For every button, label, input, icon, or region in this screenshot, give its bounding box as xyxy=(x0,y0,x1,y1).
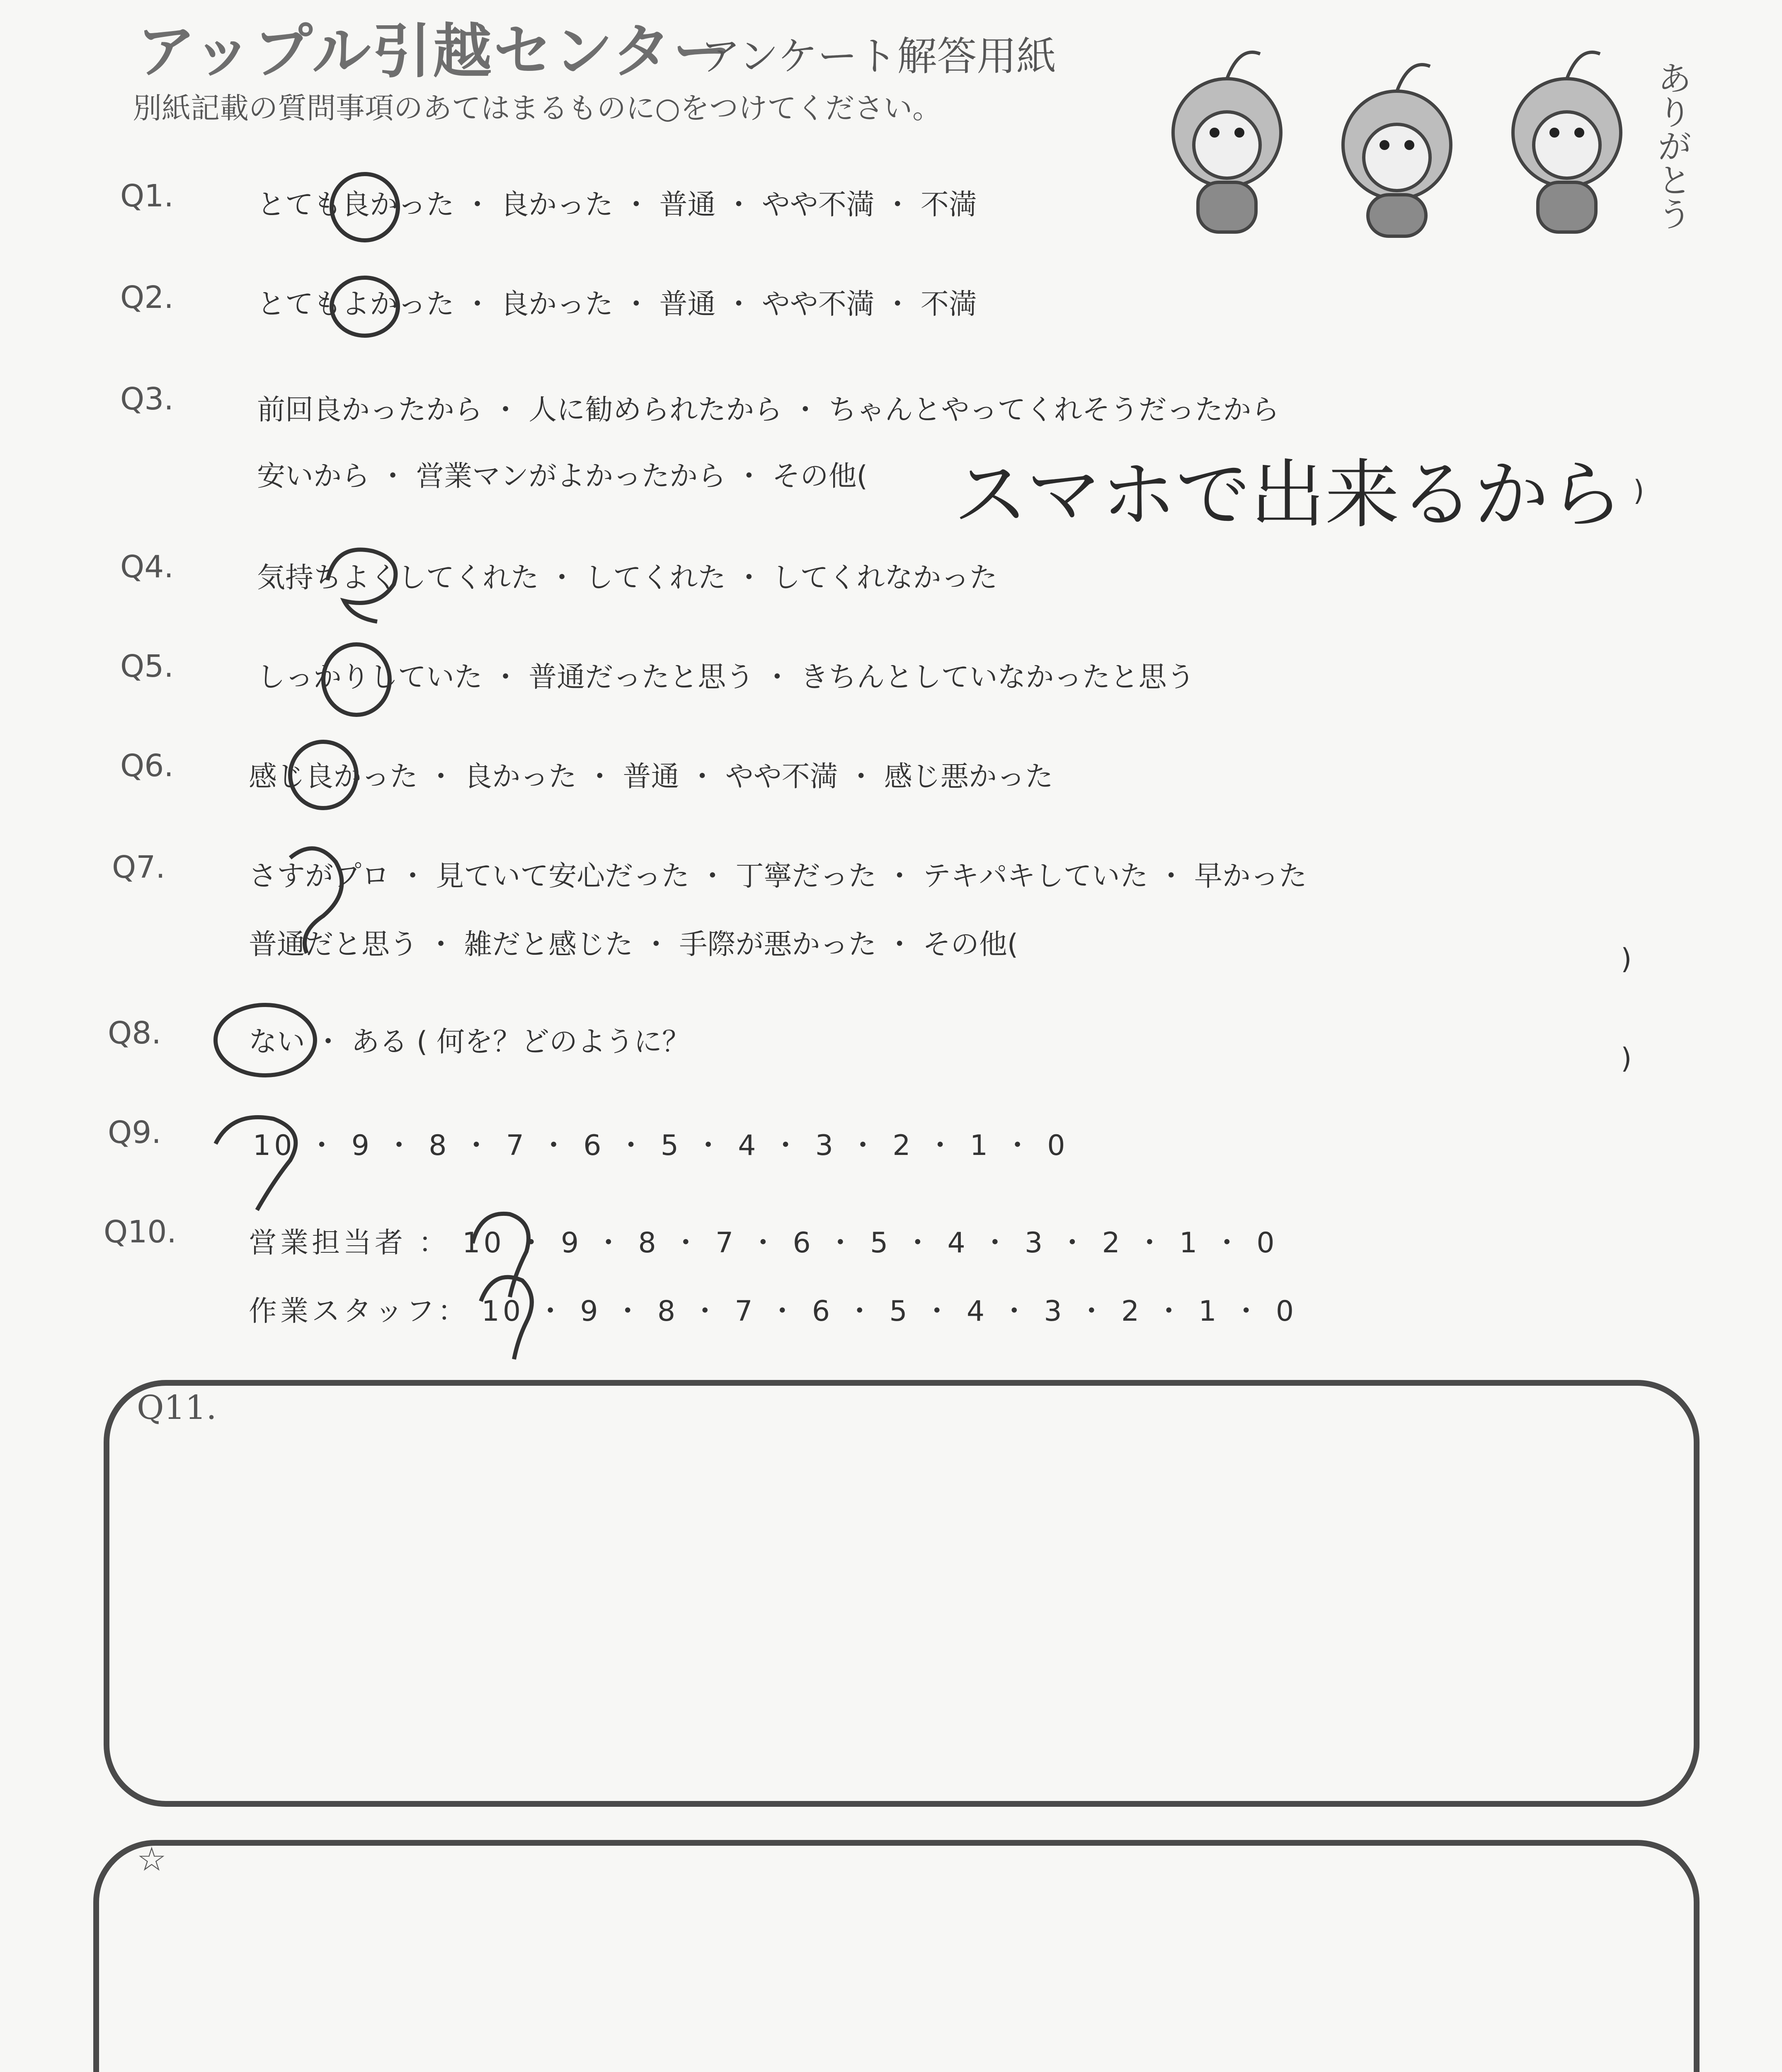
q4-label: Q4. xyxy=(120,549,174,585)
q7-label: Q7. xyxy=(112,850,165,885)
q9-scale: 10 ・ 9 ・ 8 ・ 7 ・ 6 ・ 5 ・ 4 ・ 3 ・ 2 ・ 1 ・ 0 xyxy=(253,1129,1069,1162)
q8-label: Q8. xyxy=(108,1015,161,1051)
q10-sales-scale: 営業担当者 ： 10 ・ 9 ・ 8 ・ 7 ・ 6 ・ 5 ・ 4 ・ 3 ・ 2 ・ 1 ・ 0 xyxy=(249,1227,1278,1259)
q2-label: Q2. xyxy=(120,280,174,315)
q1-label: Q1. xyxy=(120,178,174,214)
form-title: アンケート解答用紙 xyxy=(701,33,1057,80)
q10-label: Q10. xyxy=(104,1214,177,1250)
q11-comment-box[interactable] xyxy=(104,1380,1700,1807)
star-label: ☆ xyxy=(137,1840,167,1878)
company-title: アップル引越センター xyxy=(137,17,733,86)
q8-close-paren: ) xyxy=(1621,1042,1632,1075)
q6-options: 感じ良かった ・ 良かった ・ 普通 ・ やや不満 ・ 感じ悪かった xyxy=(249,760,1053,793)
q7-options-line2: 普通だと思う ・ 雑だと感じた ・ 手際が悪かった ・ その他( xyxy=(249,928,1018,961)
q8-options: ない ・ ある ( 何を？どのように？ xyxy=(249,1026,690,1058)
q3-options-line1: 前回良かったから ・ 人に勧められたから ・ ちゃんとやってくれそうだったから xyxy=(257,394,1280,426)
q9-label: Q9. xyxy=(108,1115,161,1150)
q3-handwritten-answer: スマホで出来るから xyxy=(953,452,1624,538)
q10-staff-scale: 作業スタッフ： 10 ・ 9 ・ 8 ・ 7 ・ 6 ・ 5 ・ 4 ・ 3 ・ 2 ・ 1 ・ 0 xyxy=(249,1295,1297,1328)
q4-options: 気持ちよくしてくれた ・ してくれた ・ してくれなかった xyxy=(257,562,998,594)
q5-options: しっかりしていた ・ 普通だったと思う ・ きちんとしていなかったと思う xyxy=(257,661,1195,694)
q5-label: Q5. xyxy=(120,649,174,684)
q2-options: とてもよかった ・ 良かった ・ 普通 ・ やや不満 ・ 不満 xyxy=(257,288,977,321)
q6-label: Q6. xyxy=(120,748,174,784)
q11-label: Q11. xyxy=(137,1388,217,1427)
q1-options: とても良かった ・ 良かった ・ 普通 ・ やや不満 ・ 不満 xyxy=(257,189,977,221)
q3-options-line2: 安いから ・ 営業マンがよかったから ・ その他( xyxy=(257,460,868,493)
q3-close-paren: ) xyxy=(1633,474,1644,507)
mascot-caption: ありがとう xyxy=(1658,60,1691,234)
q7-close-paren: ) xyxy=(1621,943,1632,975)
q7-options-line1: さすがプロ ・ 見ていて安心だった ・ 丁寧だった ・ テキパキしていた ・ 早かった xyxy=(249,860,1307,893)
instruction-text: 別紙記載の質問事項のあてはまるものに○をつけてください。 xyxy=(133,91,942,125)
q3-label: Q3. xyxy=(120,381,174,417)
star-comment-box[interactable] xyxy=(93,1840,1700,2072)
